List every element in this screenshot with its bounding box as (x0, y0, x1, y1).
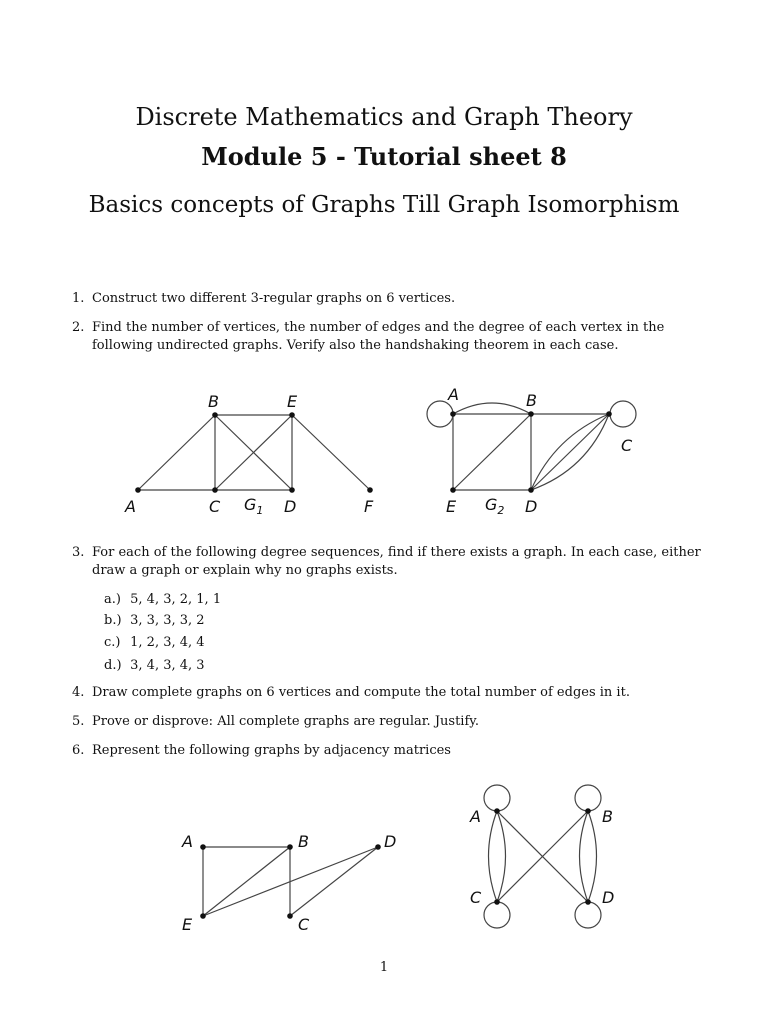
question-6 (72, 742, 722, 760)
sequence-c (104, 634, 205, 652)
label-g1: $G_1$ (244, 495, 264, 517)
edge-d-c-1 (531, 414, 609, 490)
graph-g1 (110, 380, 400, 520)
edge-a-b (138, 415, 215, 490)
label-g2: $G_2$ (485, 495, 505, 517)
sequence-label: a.) (104, 592, 121, 607)
question-4 (72, 684, 722, 702)
question-text: Construct two different 3-regular graphs on 6 vertices. (92, 291, 456, 306)
edge-a-b-upper (453, 403, 531, 414)
label-b: B (526, 391, 537, 410)
label-e: E (287, 392, 298, 411)
loop-b (575, 785, 601, 811)
course-title: Discrete Mathematics and Graph Theory (135, 103, 633, 131)
edge-e-b (453, 414, 531, 490)
question-1 (72, 290, 722, 308)
question-text: Find the number of vertices, the number of edges and the degree of each vertex in the following undirected graphs. Verify also the handshaking theorem in each case. (92, 320, 665, 353)
sequence-label: d.) (104, 658, 122, 673)
vertex-b (585, 808, 591, 814)
label-a: A (448, 385, 459, 404)
label-c: C (209, 497, 221, 516)
vertex-a (450, 411, 456, 417)
edge-b-d-1 (580, 811, 589, 902)
sequence-value: 3, 4, 3, 4, 3 (130, 658, 205, 673)
loop-a (484, 785, 510, 811)
label-a: A (182, 832, 193, 851)
module-title: Module 5 - Tutorial sheet 8 (201, 142, 567, 171)
sequence-a (104, 591, 221, 609)
sequence-value: 3, 3, 3, 3, 2 (130, 613, 205, 628)
loop-d (575, 902, 601, 928)
sequence-label: b.) (104, 613, 122, 628)
graph-g2 (415, 378, 655, 523)
label-c: C (298, 915, 310, 934)
edge-a-c-1 (489, 811, 498, 902)
question-number: 5. (72, 714, 85, 729)
question-number: 2. (72, 320, 85, 335)
page-number: 1 (379, 960, 389, 975)
edge-a-c-2 (497, 811, 506, 902)
vertex-d (528, 487, 534, 493)
loop-c (610, 401, 636, 427)
vertex-b (287, 844, 293, 850)
question-5 (72, 713, 722, 731)
label-c: C (621, 436, 633, 455)
vertex-b (528, 411, 534, 417)
question-3 (72, 544, 722, 580)
question-number: 4. (72, 685, 85, 700)
vertex-d (289, 487, 295, 493)
vertex-b (212, 412, 218, 418)
vertex-d (585, 899, 591, 905)
vertex-d (375, 844, 381, 850)
question-text: For each of the following degree sequences, find if there exists a graph. In each case, either draw a graph or explain why no graphs exists. (92, 545, 701, 578)
question-text: Prove or disprove: All complete graphs are regular. Justify. (92, 714, 480, 729)
sequence-value: 1, 2, 3, 4, 4 (130, 635, 205, 650)
label-c: C (470, 888, 482, 907)
question-number: 3. (72, 545, 85, 560)
edge-c-d (290, 847, 378, 916)
sequence-d (104, 657, 205, 675)
label-a: A (470, 807, 481, 826)
graph-q6-right (460, 775, 630, 935)
label-e: E (446, 497, 457, 516)
label-b: B (298, 832, 309, 851)
topic-title: Basics concepts of Graphs Till Graph Isomorphism (88, 192, 680, 218)
loop-c (484, 902, 510, 928)
sequence-b (104, 612, 205, 630)
vertex-f (367, 487, 373, 493)
label-d: D (525, 497, 538, 516)
edge-e-b (203, 847, 290, 916)
question-2 (72, 319, 722, 355)
question-text: Draw complete graphs on 6 vertices and compute the total number of edges in it. (92, 685, 630, 700)
vertex-c (494, 899, 500, 905)
loop-a (427, 401, 453, 427)
vertex-c (287, 913, 293, 919)
sequence-label: c.) (104, 635, 121, 650)
question-text: Represent the following graphs by adjacency matrices (92, 743, 451, 758)
sequence-value: 5, 4, 3, 2, 1, 1 (130, 592, 222, 607)
edge-b-d-2 (588, 811, 597, 902)
label-d: D (384, 832, 397, 851)
vertex-c (606, 411, 612, 417)
label-d: D (284, 497, 297, 516)
label-b: B (602, 807, 613, 826)
vertex-e (289, 412, 295, 418)
label-f: F (364, 497, 374, 516)
question-number: 6. (72, 743, 85, 758)
vertex-e (450, 487, 456, 493)
question-number: 1. (72, 291, 85, 306)
label-e: E (182, 915, 193, 934)
vertex-a (494, 808, 500, 814)
vertex-a (135, 487, 141, 493)
edge-e-f (292, 415, 370, 490)
label-d: D (602, 888, 615, 907)
vertex-c (212, 487, 218, 493)
vertex-a (200, 844, 206, 850)
label-b: B (208, 392, 219, 411)
label-a: A (125, 497, 136, 516)
graph-q6-left (170, 820, 410, 940)
vertex-e (200, 913, 206, 919)
